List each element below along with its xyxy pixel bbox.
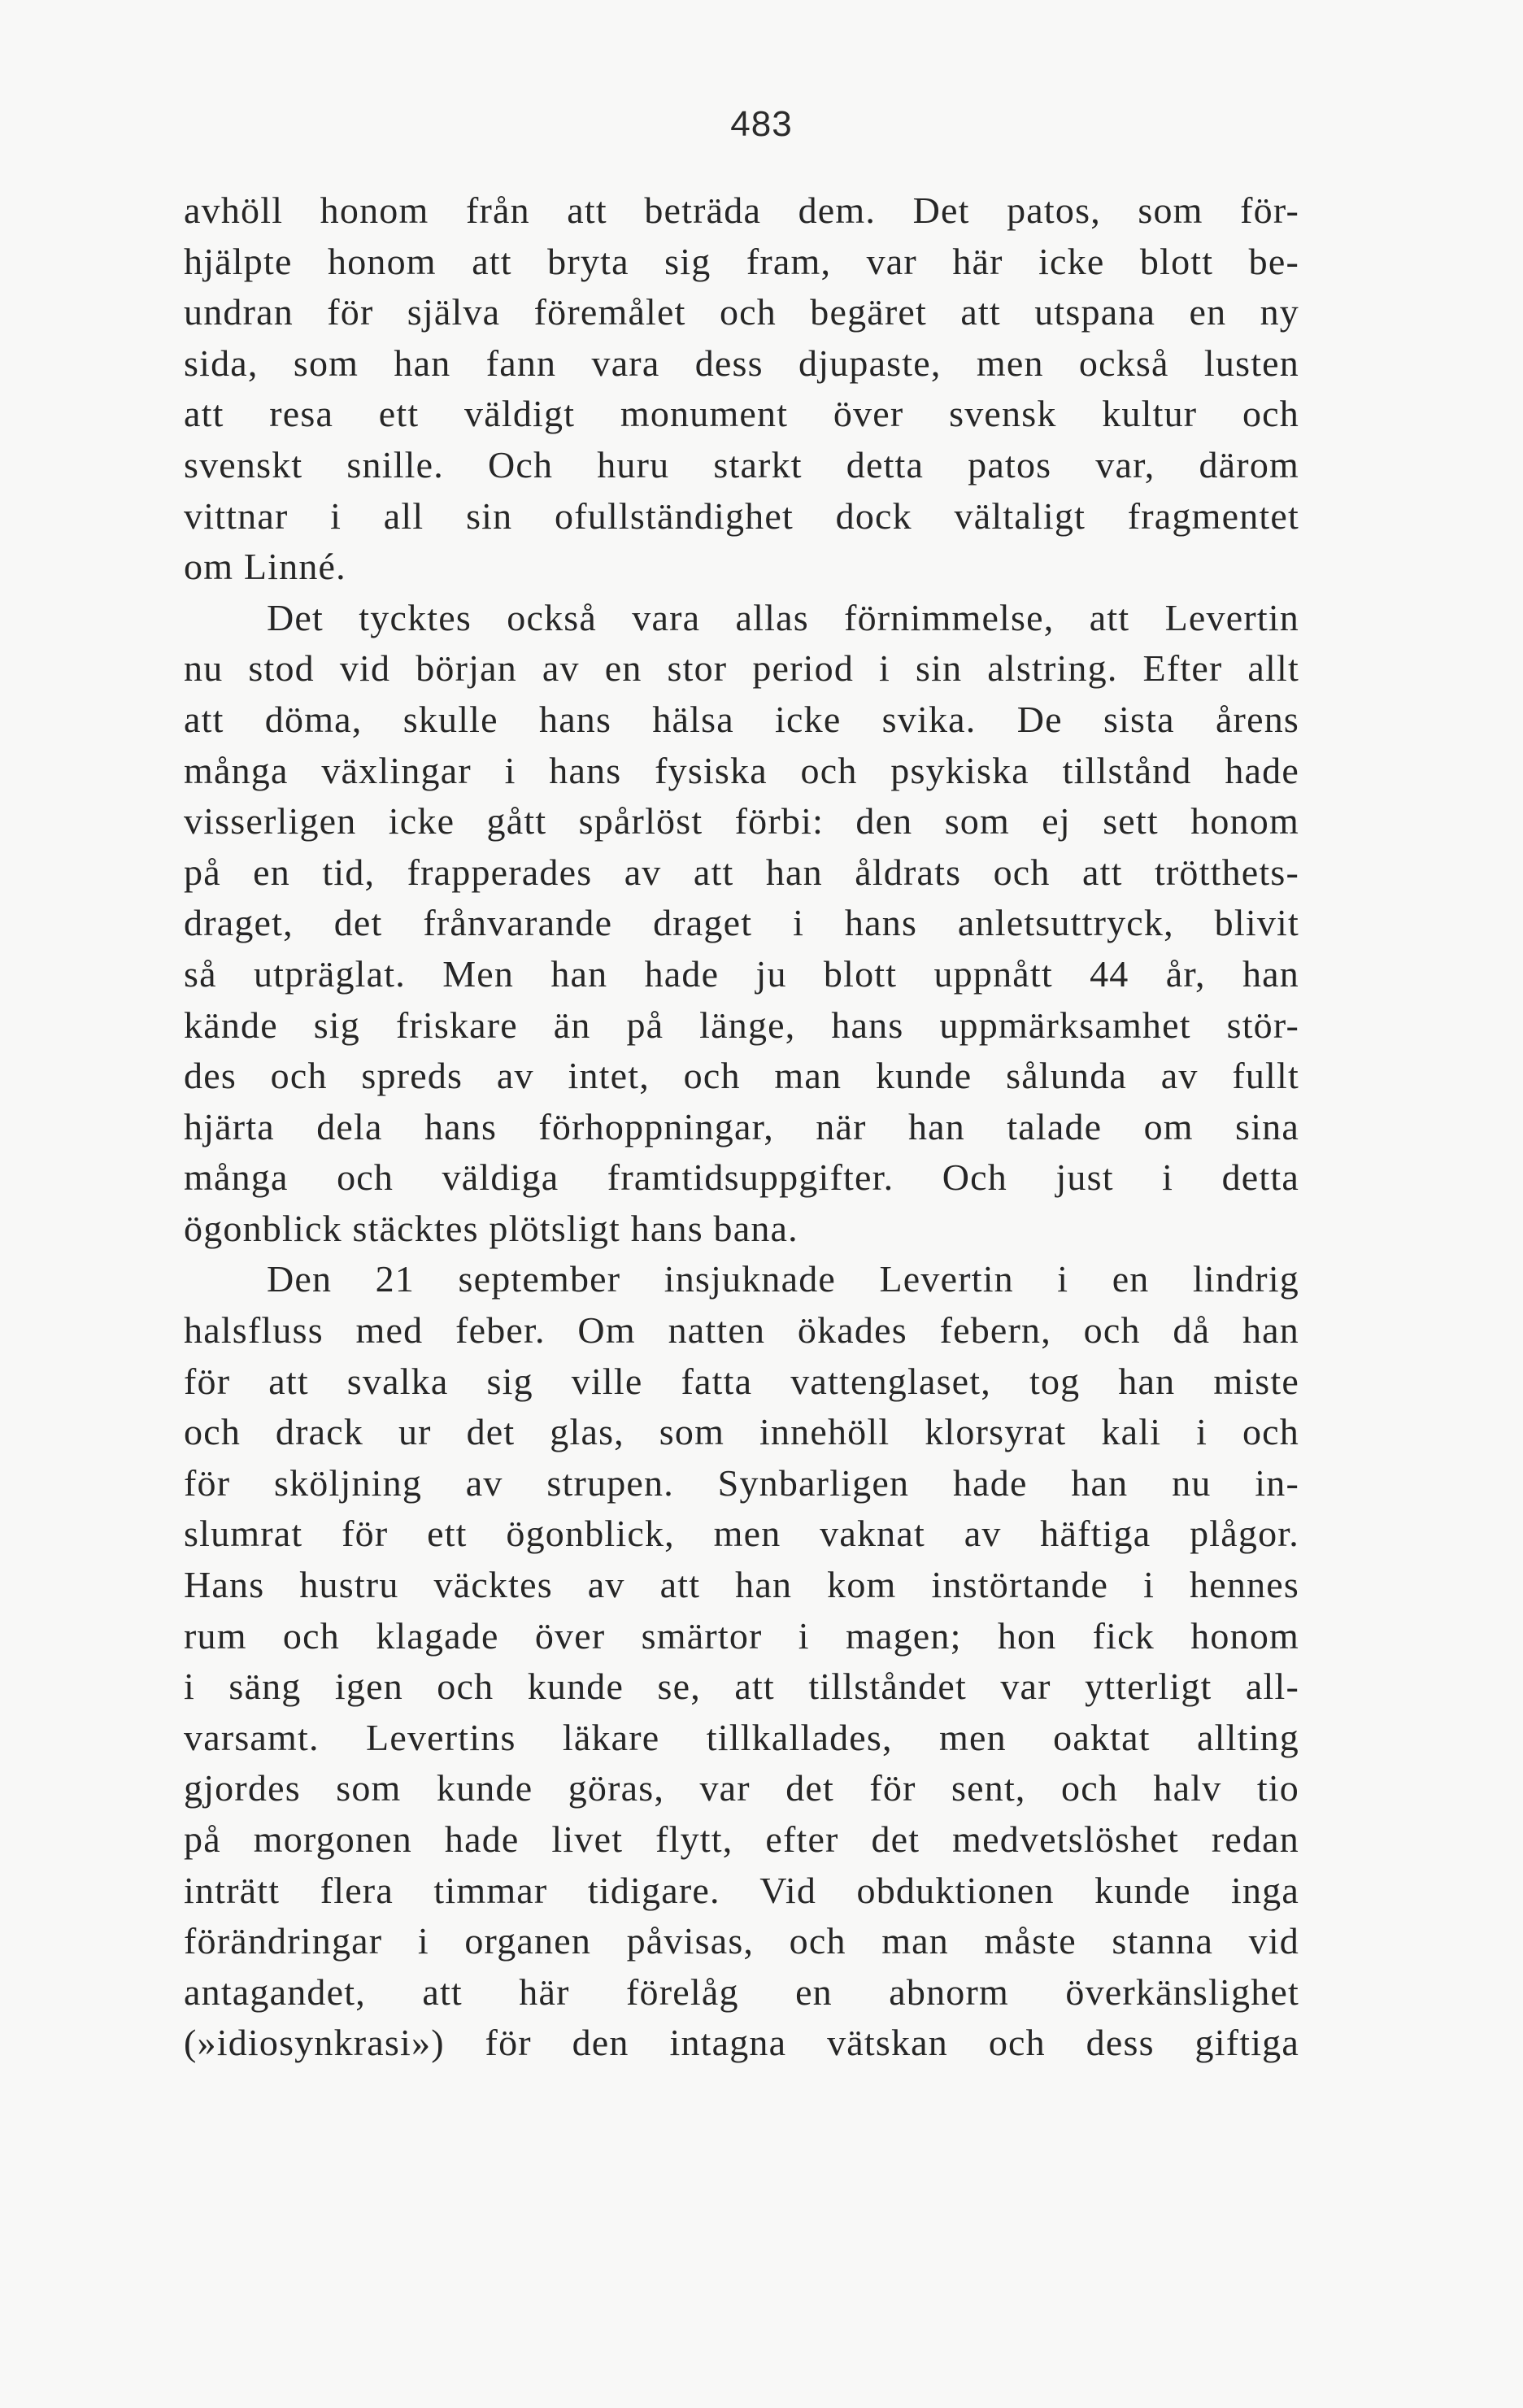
text-line: des och spreds av intet, och man kunde sålunda av fullt	[184, 1055, 1299, 1097]
text-line: för sköljning av strupen. Synbarligen hade han nu in-	[184, 1461, 1299, 1504]
text-line: avhöll honom från att beträda dem. Det patos, som för-	[184, 189, 1299, 231]
text-line: visserligen icke gått spårlöst förbi: den som ej sett honom	[184, 800, 1299, 843]
text-line: Hans hustru väcktes av att han kom instörtande i hennes	[184, 1564, 1299, 1606]
text-line: inträtt flera timmar tidigare. Vid obduktionen kunde inga	[184, 1869, 1299, 1911]
text-line: på en tid, frapperades av att han åldrats och att trötthets-	[184, 851, 1299, 893]
text-line: många växlingar i hans fysiska och psykiska tillstånd hade	[184, 749, 1299, 791]
text-line: så utpräglat. Men han hade ju blott uppnått 44 år, han	[184, 952, 1299, 995]
text-line: svenskt snille. Och huru starkt detta patos var, därom	[184, 443, 1299, 486]
text-line: rum och klagade över smärtor i magen; hon fick honom	[184, 1614, 1299, 1657]
text-line: slumrat för ett ögonblick, men vaknat av häftiga plågor.	[184, 1513, 1299, 1555]
text-line: varsamt. Levertins läkare tillkallades, men oaktat allting	[184, 1716, 1299, 1758]
text-line: halsfluss med feber. Om natten ökades febern, och då han	[184, 1309, 1299, 1352]
text-line: för att svalka sig ville fatta vattenglaset, tog han miste	[184, 1360, 1299, 1402]
text-line: kände sig friskare än på länge, hans uppmärksamhet stör-	[184, 1004, 1299, 1046]
text-line: (»idiosynkrasi») för den intagna vätskan och dess giftiga	[184, 2022, 1299, 2064]
text-line: Den 21 september insjuknade Levertin i en lindrig	[267, 1258, 1299, 1300]
text-line: sida, som han fann vara dess djupaste, men också lusten	[184, 342, 1299, 384]
body-text	[184, 185, 1299, 2069]
text-line: antagandet, att här förelåg en abnorm överkänslighet	[184, 1970, 1299, 2013]
text-line: Det tycktes också vara allas förnimmelse, att Levertin	[267, 596, 1299, 638]
text-line: och drack ur det glas, som innehöll klorsyrat kali i och	[184, 1411, 1299, 1453]
page-number: 483	[730, 104, 793, 144]
text-line: hjälpte honom att bryta sig fram, var här icke blott be-	[184, 240, 1299, 282]
text-line: draget, det frånvarande draget i hans anletsuttryck, blivit	[184, 902, 1299, 944]
text-line: om Linné.	[184, 546, 346, 588]
text-line: ögonblick stäcktes plötsligt hans bana.	[184, 1207, 798, 1249]
text-line: i säng igen och kunde se, att tillståndet var ytterligt all-	[184, 1666, 1299, 1708]
text-line: gjordes som kunde göras, var det för sent, och halv tio	[184, 1767, 1299, 1809]
text-line: många och väldiga framtidsuppgifter. Och just i detta	[184, 1156, 1299, 1199]
text-line: på morgonen hade livet flytt, efter det medvetslöshet redan	[184, 1818, 1299, 1860]
text-line: att döma, skulle hans hälsa icke svika. De sista årens	[184, 698, 1299, 740]
text-line: hjärta dela hans förhoppningar, när han talade om sina	[184, 1105, 1299, 1147]
text-line: förändringar i organen påvisas, och man måste stanna vid	[184, 1920, 1299, 1962]
text-line: undran för själva föremålet och begäret att utspana en ny	[184, 291, 1299, 333]
text-line: vittnar i all sin ofullständighet dock vältaligt fragmentet	[184, 494, 1299, 537]
text-line: nu stod vid början av en stor period i sin alstring. Efter allt	[184, 647, 1299, 690]
text-line: att resa ett väldigt monument över svensk kultur och	[184, 393, 1299, 435]
